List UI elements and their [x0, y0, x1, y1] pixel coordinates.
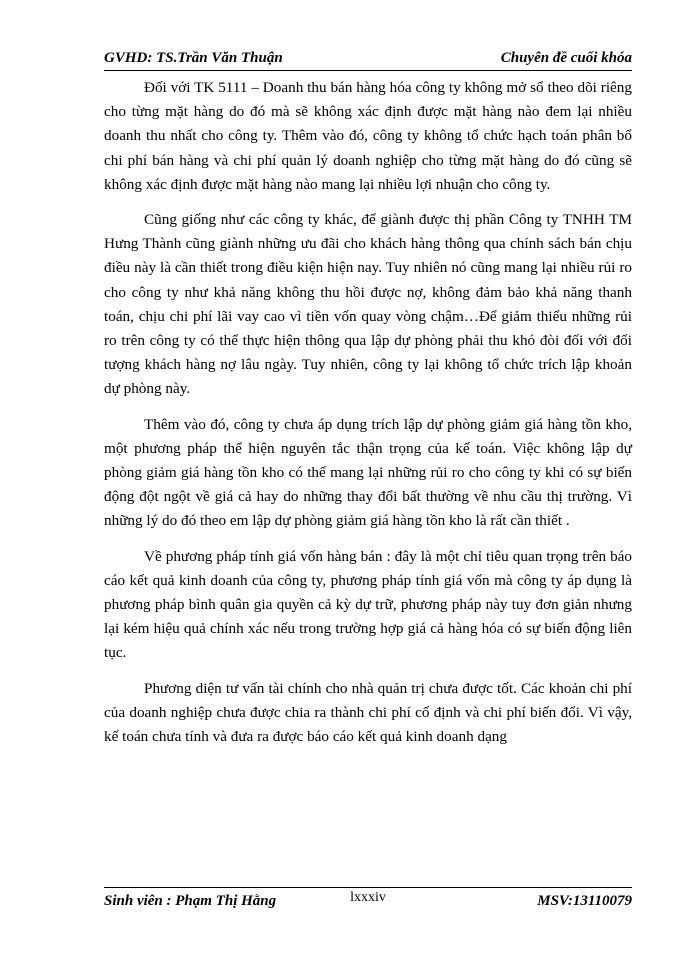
student-name: Sinh viên : Phạm Thị Hằng: [104, 893, 277, 909]
paragraph: Thêm vào đó, công ty chưa áp dụng trích lập dự phòng giảm giá hàng tồn kho, một phương pháp thể hiện nguyên tắc thận trọng của kế toán. Việc không lập dự phòng giảm giá hàng tồn kho có thể mang lại những rủi ro cho công ty khi có sự biến động đột ngột về giá cả hay do những thay đổi bất thường về nhu cầu thị trường. Vì những lý do đó theo em lập dự phòng giảm giá hàng tồn kho là rất cần thiết .: [104, 415, 632, 530]
paragraph: Đối với TK 5111 – Doanh thu bán hàng hóa công ty không mở sổ theo dõi riêng cho từng mặt hàng do đó mà sẽ không xác định được mặt hàng nào đem lại nhiều doanh thu nhất cho công ty. Thêm vào đó, công ty không tổ chức hạch toán phân bổ chi phí bán hàng và chi phí quản lý doanh nghiệp cho từng mặt hàng do đó cũng sẽ không xác định được mặt hàng nào mang lại nhiều lợi nhuận cho công ty.: [104, 79, 632, 193]
footer-divider: [104, 887, 632, 888]
paragraph: Cũng giống như các công ty khác, để giành được thị phần Công ty TNHH TM Hưng Thành cũng giành những ưu đãi cho khách hàng thông qua chính sách bán chịu điều này là cần thiết trong điều kiện hiện nay. Tuy nhiên nó cũng mang lại nhiều rủi ro cho công ty như khả năng không thu hồi được nợ, không đảm bảo khả năng thanh toán, chịu chi phí lãi vay cao vì tiền vốn quay vòng chậm…Để giảm thiểu những rủi ro trên công ty có thể thực hiện thông qua lập dự phòng phải thu khó đòi đối với đối tượng khách hàng nợ lâu ngày. Tuy nhiên, công ty lại không tổ chức trích lập khoản dự phòng này.: [104, 211, 632, 398]
page-footer: [104, 887, 632, 917]
document-body: [104, 76, 632, 760]
paragraph: Về phương pháp tính giá vốn hàng bán : đây là một chỉ tiêu quan trọng trên báo cáo kết quả kinh doanh của công ty, phương pháp tính giá vốn mà công ty áp dụng là phương pháp bình quân gia quyền cả kỳ dự trữ, phương pháp này tuy đơn giản nhưng lại kém hiệu quả chính xác nếu trong trường hợp giá cả hàng hóa có sự biến động liên tục.: [104, 547, 632, 662]
paragraph: Phương diện tư vấn tài chính cho nhà quản trị chưa được tốt. Các khoản chi phí của doanh nghiệp chưa được chia ra thành chi phí cố định và chi phí biến đổi. Vì vậy, kế toán chưa tính và đưa ra được báo cáo kết quả kinh doanh dạng: [104, 679, 632, 746]
header-divider: [104, 70, 632, 71]
page-header: [104, 50, 632, 72]
advisor-label: GVHD: TS.Trần Văn Thuận: [104, 50, 283, 66]
student-id: MSV:13110079: [537, 893, 632, 909]
page-number: lxxxiv: [350, 890, 386, 905]
topic-label: Chuyên đề cuối khóa: [500, 50, 632, 66]
